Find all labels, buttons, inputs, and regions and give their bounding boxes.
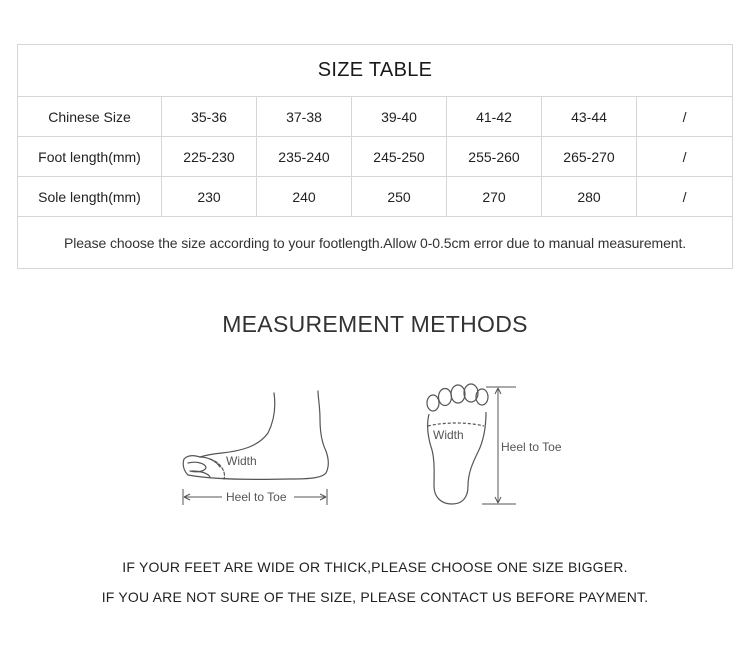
table-cell: 35-36: [162, 97, 257, 137]
sole-width-label: Width: [433, 428, 464, 442]
table-cell: /: [637, 177, 733, 217]
size-table: [17, 44, 733, 269]
table-cell: 225-230: [162, 137, 257, 177]
table-cell: 235-240: [257, 137, 352, 177]
table-cell: 37-38: [257, 97, 352, 137]
advice-wide-feet: IF YOUR FEET ARE WIDE OR THICK,PLEASE CHOOSE ONE SIZE BIGGER.: [122, 559, 628, 575]
side-foot-illustration: [170, 385, 350, 515]
table-cell: 230: [162, 177, 257, 217]
table-cell: 245-250: [352, 137, 447, 177]
table-cell: 41-42: [447, 97, 542, 137]
table-cell: /: [637, 97, 733, 137]
table-row-foot-length: [18, 137, 733, 177]
sole-length-label: Heel to Toe: [501, 440, 562, 454]
table-cell: 270: [447, 177, 542, 217]
advice-contact-us: IF YOU ARE NOT SURE OF THE SIZE, PLEASE CONTACT US BEFORE PAYMENT.: [101, 589, 649, 605]
row-label: Foot length(mm): [18, 137, 162, 177]
methods-title: MEASUREMENT METHODS: [222, 311, 528, 337]
side-view-diagram: [170, 385, 350, 515]
table-cell: 39-40: [352, 97, 447, 137]
table-cell: 280: [542, 177, 637, 217]
table-row-chinese-size: [18, 97, 733, 137]
size-table-title: SIZE TABLE: [18, 45, 733, 97]
sole-view-diagram: [420, 382, 580, 510]
side-length-label: Heel to Toe: [226, 490, 287, 504]
table-cell: 240: [257, 177, 352, 217]
row-label: Chinese Size: [18, 97, 162, 137]
table-cell: 255-260: [447, 137, 542, 177]
side-width-label: Width: [226, 454, 257, 468]
sole-foot-illustration: [420, 382, 580, 510]
size-note: Please choose the size according to your footlength.Allow 0-0.5cm error due to manual measurement.: [18, 217, 733, 269]
table-cell: 265-270: [542, 137, 637, 177]
table-cell: /: [637, 137, 733, 177]
row-label: Sole length(mm): [18, 177, 162, 217]
table-cell: 43-44: [542, 97, 637, 137]
table-cell: 250: [352, 177, 447, 217]
table-row-sole-length: [18, 177, 733, 217]
